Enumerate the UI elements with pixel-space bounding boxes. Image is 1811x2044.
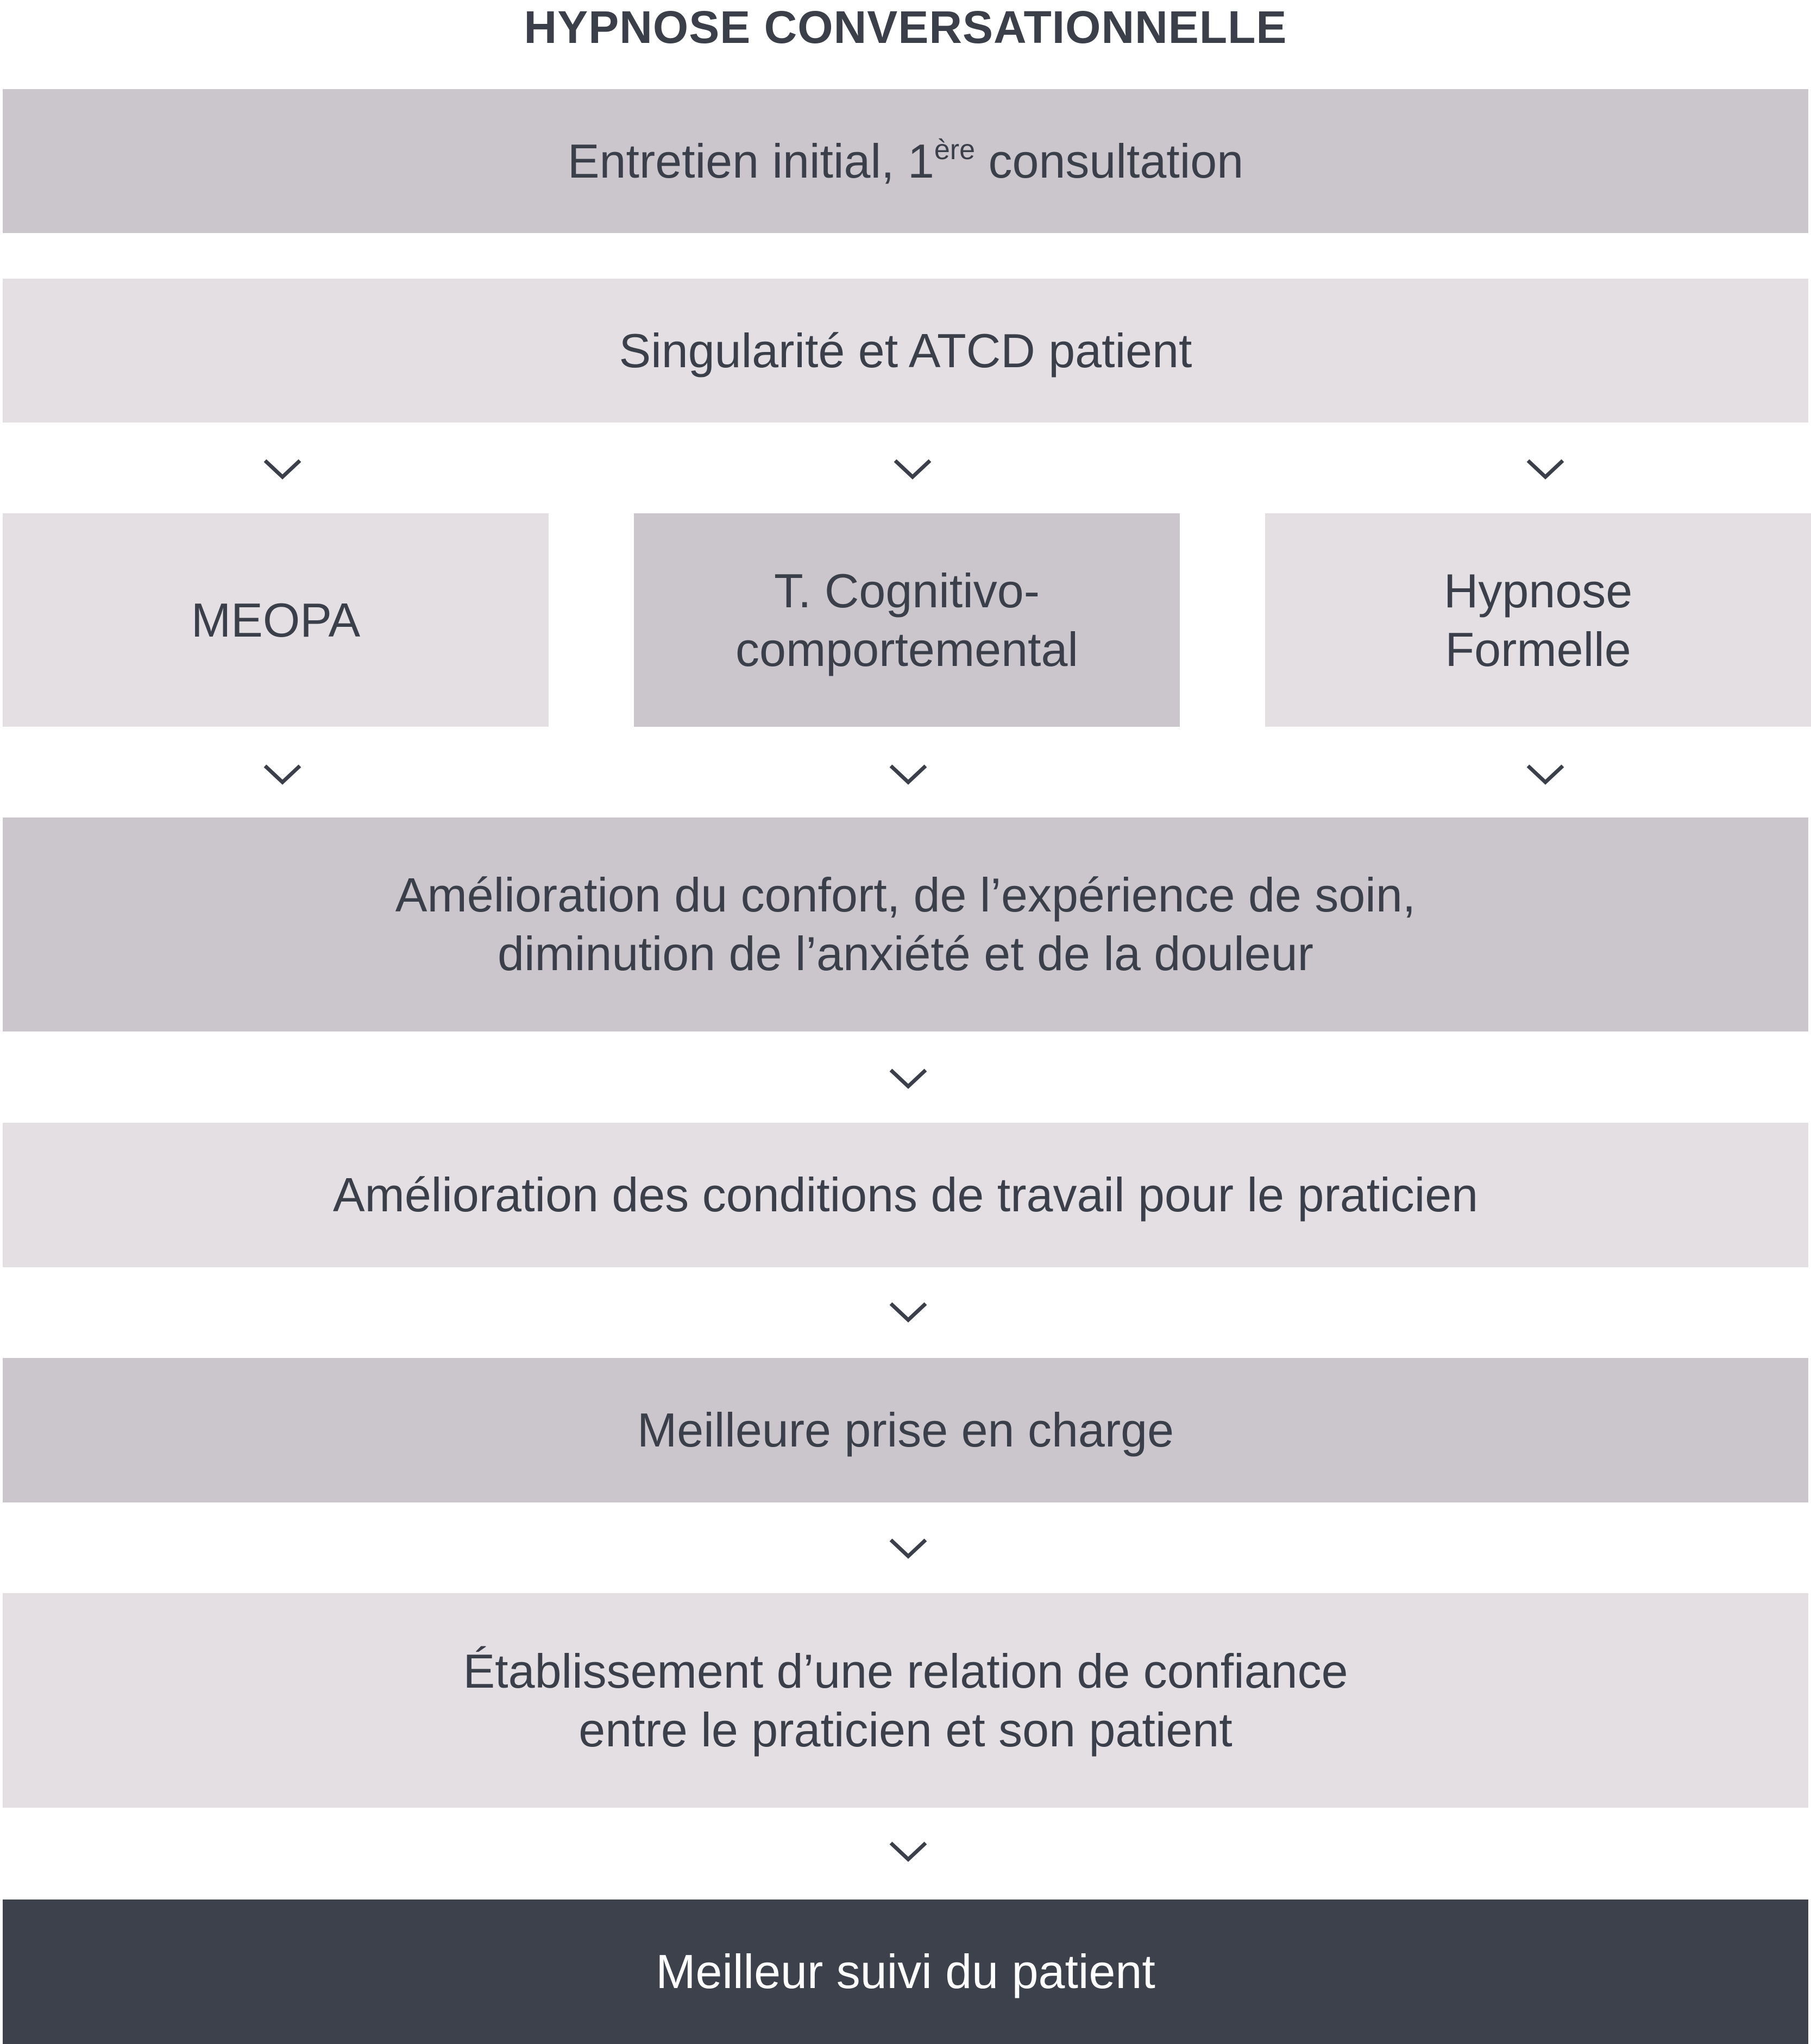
- step-work-conditions-label: Amélioration des conditions de travail pour le praticien: [332, 1168, 1479, 1222]
- chevron-down-icon: [1524, 760, 1567, 788]
- step-better-care-label: Meilleure prise en charge: [637, 1403, 1174, 1457]
- step-initial-interview: [3, 89, 1808, 233]
- option-meopa: [3, 513, 549, 727]
- chevron-down-icon: [886, 1065, 930, 1092]
- option-formal-hypnosis-label: Hypnose Formelle: [1443, 563, 1633, 676]
- step-better-care: [3, 1358, 1808, 1502]
- step-trust-relationship: [3, 1593, 1808, 1808]
- step-initial-label: Entretien initial, 1ère consultation: [567, 134, 1244, 188]
- option-meopa-label: MEOPA: [191, 593, 361, 647]
- chevron-down-icon: [1524, 455, 1567, 482]
- option-formal-hypnosis: [1265, 513, 1811, 727]
- step-work-conditions: [3, 1123, 1808, 1267]
- chevron-down-icon: [261, 760, 304, 788]
- chevron-down-icon: [886, 760, 930, 788]
- step-singularity-label: Singularité et ATCD patient: [619, 323, 1192, 378]
- diagram-title: HYPNOSE CONVERSATIONNELLE: [524, 2, 1287, 53]
- chevron-down-icon: [886, 1534, 930, 1562]
- chevron-down-icon: [891, 455, 934, 482]
- step-final-label: Meilleur suivi du patient: [656, 1945, 1155, 1998]
- option-cognitive-behavioral: [634, 513, 1180, 727]
- chevron-down-icon: [261, 455, 304, 482]
- option-cognitive-behavioral-label: T. Cognitivo- comportemental: [735, 563, 1078, 676]
- superscript-ere: ère: [934, 134, 976, 166]
- step-final-follow-up: [3, 1900, 1808, 2044]
- step-singularity: [3, 279, 1808, 423]
- step-trust-label: Établissement d’une relation de confiance entre le praticien et son patient: [463, 1644, 1348, 1757]
- step-comfort-improvement: [3, 817, 1808, 1032]
- step-comfort-label: Amélioration du confort, de l’expérience de soin, diminution de l’anxiété et de la douleur: [395, 868, 1416, 980]
- chevron-down-icon: [886, 1838, 930, 1865]
- chevron-down-icon: [886, 1298, 930, 1325]
